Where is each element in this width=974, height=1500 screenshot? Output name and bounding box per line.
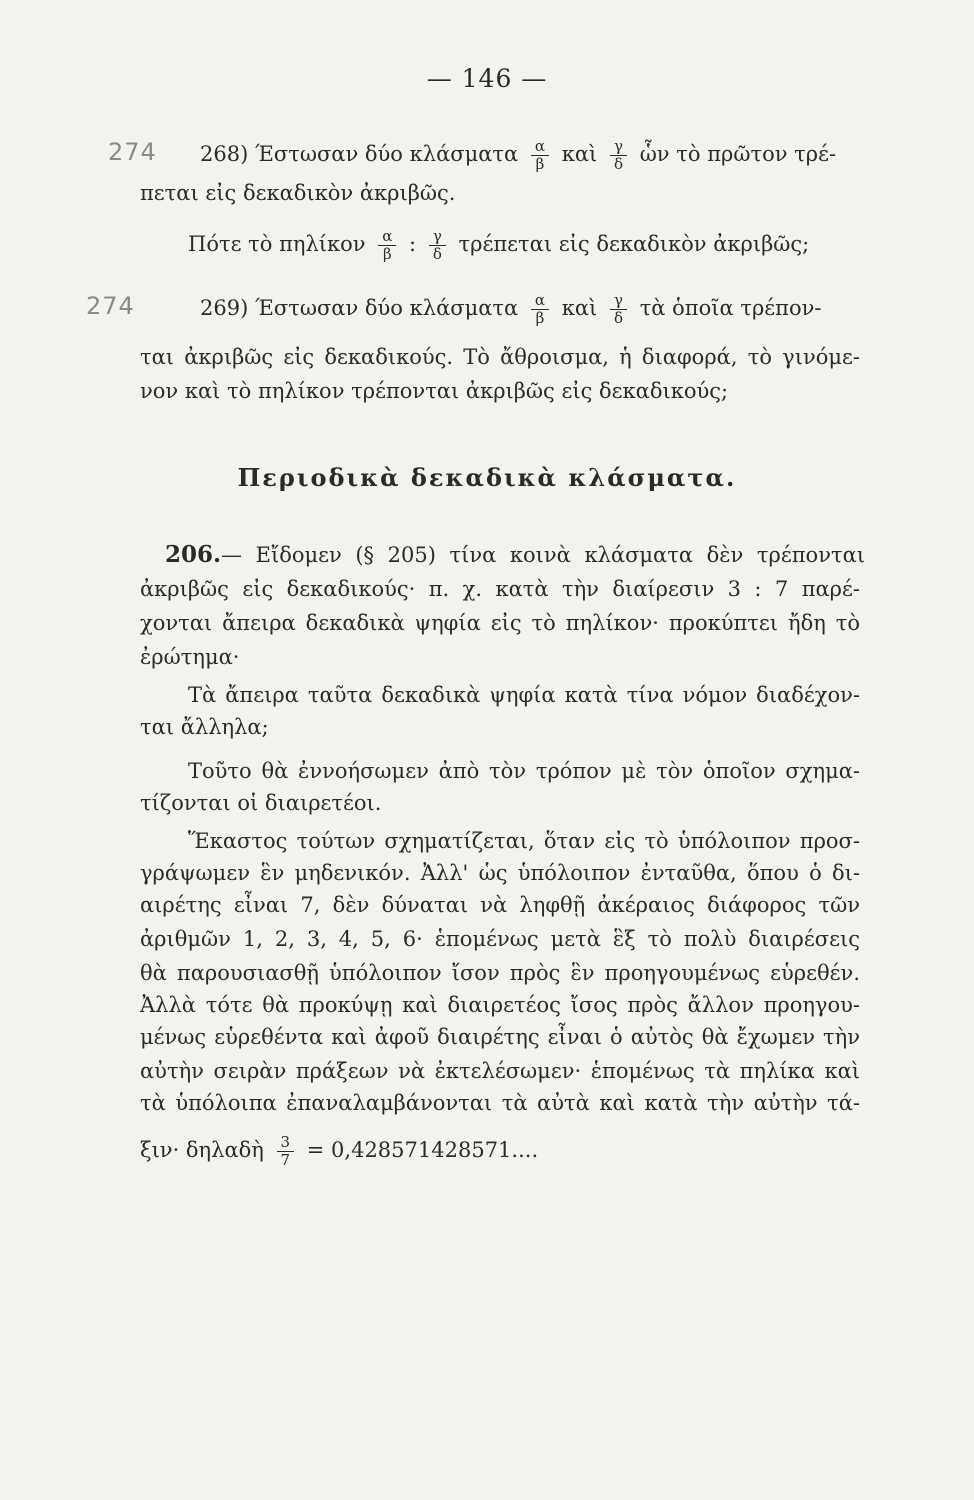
section-number: 206. [165, 541, 222, 568]
fraction-numerator: α [531, 292, 549, 310]
section-heading: Περιοδικὰ δεκαδικὰ κλάσματα. [237, 463, 737, 492]
handwritten-note: 274 [108, 138, 157, 166]
exercise-268-line-2: πεται εἰς δεκαδικὸν ἀκριβῶς. [140, 181, 456, 205]
exercise-text: τὰ ὁποῖα τρέπον- [639, 296, 822, 320]
section-line: χονται ἄπειρα δεκαδικὰ ψηφία εἰς τὸ πηλίκον· προκύπτει ἤδη τὸ [140, 611, 860, 635]
fraction [531, 292, 549, 327]
fraction-denominator: δ [613, 155, 623, 173]
fraction [277, 1134, 295, 1169]
fraction-denominator: β [535, 309, 545, 327]
section-line: αὐτὴν σειρὰν πράξεων νὰ ἐκτελέσωμεν· ἑπομένως τὰ πηλίκα καὶ [140, 1059, 860, 1083]
section-line [165, 540, 865, 570]
fraction [378, 228, 396, 263]
fraction-denominator: β [382, 245, 392, 263]
conjunction: καὶ [561, 296, 598, 320]
page-number: — 146 — [426, 64, 548, 93]
fraction [429, 228, 446, 263]
section-line: Τὰ ἄπειρα ταῦτα δεκαδικὰ ψηφία κατὰ τίνα νόμον διαδέχον- [188, 683, 860, 707]
fraction-numerator: γ [429, 228, 446, 246]
fraction-numerator: γ [610, 138, 627, 156]
section-line: Ἀλλὰ τότε θὰ προκύψῃ καὶ διαιρετέος ἴσος πρὸς ἄλλον προηγου- [140, 993, 860, 1017]
fraction-numerator: γ [610, 292, 627, 310]
fraction [531, 138, 549, 173]
question-text: Πότε τὸ πηλίκον [188, 232, 366, 256]
section-text: ξιν· δηλαδὴ [140, 1138, 264, 1162]
colon: : [409, 232, 417, 256]
exercise-268-line-1 [200, 138, 860, 173]
fraction-numerator: 3 [277, 1134, 295, 1152]
fraction [610, 138, 627, 173]
decimal-expansion: = 0,428571428571.... [306, 1138, 539, 1162]
exercise-text: Έστωσαν δύο κλάσματα [254, 296, 519, 320]
fraction-numerator: α [378, 228, 396, 246]
exercise-269-line-3: νον καὶ τὸ πηλίκον τρέπονται ἀκριβῶς εἰς δεκαδικούς; [140, 379, 729, 403]
exercise-number: 268) [200, 142, 249, 166]
section-text: — Εἴδομεν (§ 205) τίνα κοινὰ κλάσματα δὲν τρέπονται [221, 543, 865, 567]
section-line: ται ἄλληλα; [140, 715, 269, 739]
conjunction: καὶ [561, 142, 598, 166]
exercise-text: ὧν τὸ πρῶτον τρέ- [639, 142, 837, 166]
section-line: ἀκριβῶς εἰς δεκαδικούς· π. χ. κατὰ τὴν διαίρεσιν 3 : 7 παρέ- [140, 577, 860, 601]
question-text: τρέπεται εἰς δεκαδικὸν ἀκριβῶς; [458, 232, 810, 256]
section-final-line [140, 1134, 860, 1169]
fraction-denominator: δ [432, 245, 442, 263]
exercise-269-line-1 [200, 292, 860, 327]
section-line: Ἕκαστος τούτων σχηματίζεται, ὅταν εἰς τὸ ὑπόλοιπον προσ- [188, 829, 860, 853]
section-line: αιρέτης εἶναι 7, δὲν δύναται νὰ ληφθῇ ἀκέραιος διάφορος τῶν [140, 893, 860, 917]
section-line: ἀριθμῶν 1, 2, 3, 4, 5, 6· ἑπομένως μετὰ ἓξ τὸ πολὺ διαιρέσεις [140, 927, 860, 951]
fraction-denominator: β [535, 155, 545, 173]
exercise-text: Έστωσαν δύο κλάσματα [254, 142, 519, 166]
fraction-denominator: 7 [280, 1151, 291, 1169]
exercise-269-line-2: ται ἀκριβῶς εἰς δεκαδικούς. Τὸ ἄθροισμα, ἡ διαφορά, τὸ γινόμε- [140, 345, 860, 369]
section-line: μένως εὑρεθέντα καὶ ἀφοῦ διαιρέτης εἶναι ὁ αὐτὸς θὰ ἔχωμεν τὴν [140, 1025, 860, 1049]
section-line: Τοῦτο θὰ ἐννοήσωμεν ἀπὸ τὸν τρόπον μὲ τὸν ὁποῖον σχημα- [188, 759, 860, 783]
handwritten-note: 274 [86, 292, 135, 320]
exercise-number: 269) [200, 296, 249, 320]
fraction-numerator: α [531, 138, 549, 156]
exercise-268-question [188, 228, 868, 263]
section-line: γράψωμεν ἓν μηδενικόν. Ἀλλ' ὡς ὑπόλοιπον ἐνταῦθα, ὅπου ὁ δι- [140, 861, 860, 885]
section-line: τίζονται οἱ διαιρετέοι. [140, 791, 382, 815]
section-line: τὰ ὑπόλοιπα ἐπαναλαμβάνονται τὰ αὐτὰ καὶ κατὰ τὴν αὐτὴν τά- [140, 1091, 860, 1115]
fraction-denominator: δ [613, 309, 623, 327]
section-line: ἐρώτημα· [140, 645, 240, 669]
fraction [610, 292, 627, 327]
section-line: θὰ παρουσιασθῇ ὑπόλοιπον ἴσον πρὸς ἓν προηγουμένως εὑρεθέν. [140, 961, 860, 985]
